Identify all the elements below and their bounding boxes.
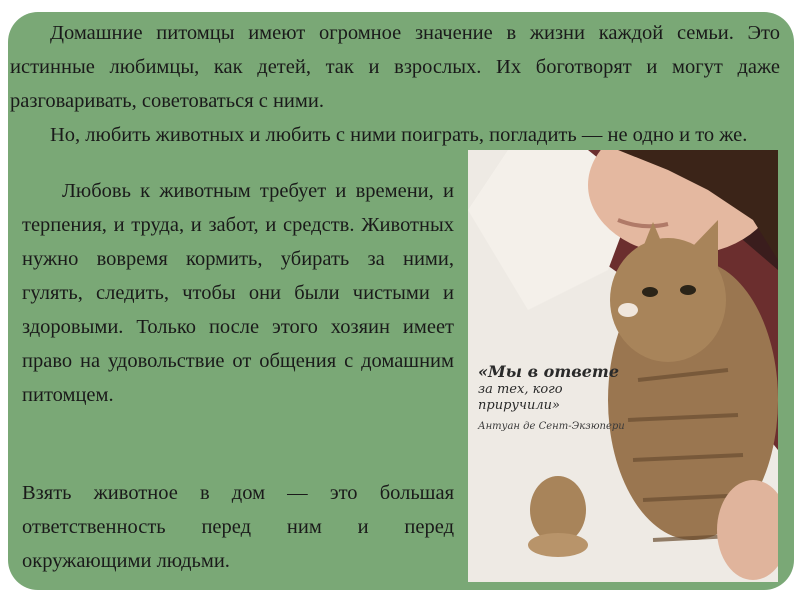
quote (478, 362, 628, 434)
quote-line-2: за тех, кого приручили» (478, 382, 563, 413)
intro-paragraph-1: Домашние питомцы имеют огромное значение в жизни каждой семьи. Это истинные любимцы, как детей, так и взрослых. Их боготворят и могут даже разговаривать, советоваться с ними. (10, 22, 780, 112)
body-paragraph-2: Взять животное в дом — это большая ответственность перед ним и перед окружающими людьми. (22, 482, 454, 572)
body-paragraph-1: Любовь к животным требует и времени, и терпения, и труда, и забот, и средств. Животных нужно вовремя кормить, убирать за ними, гулять, следить, чтобы они были чистыми и здоровыми. Только после этого хозяин имеет право на удовольствие от общения с домашним питомцем. (22, 180, 454, 406)
quote-line-1: «Мы в ответе (478, 362, 620, 381)
intro-paragraph-2: Но, любить животных и любить с ними поиграть, погладить — не одно и то же. (50, 124, 748, 146)
woman-with-cat-photo (468, 150, 778, 582)
quote-author: Антуан де Сент-Экзюпери (478, 421, 625, 432)
